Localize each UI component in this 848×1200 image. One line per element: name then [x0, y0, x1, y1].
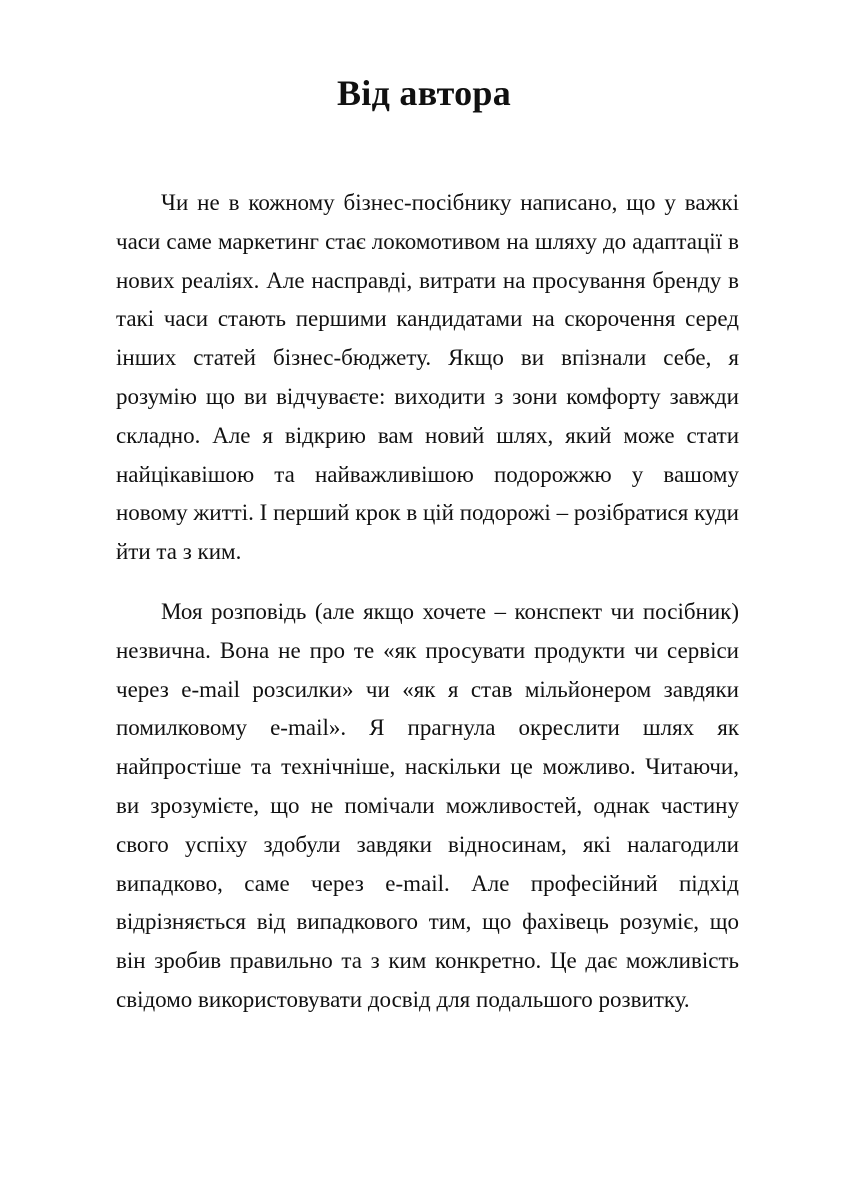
paragraph-2: Моя розповідь (але якщо хочете – конспект чи посібник) незвична. Вона не про те «як просувати продукти чи сервіси через e-mail розсилки» чи «як я став мільйонером завдяки помилковому e-mail». Я прагнула окреслити шлях як найпростіше та технічніше, наскільки це можливо. Читаючи, ви зрозумієте, що не помічали можливостей, однак частину свого успіху здобули завдяки відносинам, які налагодили випадково, саме через e-mail. Але професійний підхід відрізняється від випадкового тим, що фахівець розуміє, що він зробив правильно та з ким конкретно. Це дає можливість свідомо використовувати досвід для подальшого розвитку.	[116, 598, 739, 1012]
body-text	[116, 184, 739, 1041]
paragraph-1: Чи не в кожному бізнес-посібнику написано, що у важкі часи саме маркетинг стає локомотивом на шляху до адаптації в нових реаліях. Але насправді, витрати на просування бренду в такі часи стають першими кандидатами на скорочення серед інших статей бізнес-бюджету. Якщо ви впізнали себе, я розумію що ви відчуваєте: виходити з зони комфорту завжди складно. Але я відкрию вам новий шлях, який може стати найцікавішою та найважливішою подорожжю у вашому новому житті. І перший крок в цій подорожі – розібратися куди йти та з ким.	[116, 190, 739, 565]
page-title: Від автора	[337, 73, 511, 113]
